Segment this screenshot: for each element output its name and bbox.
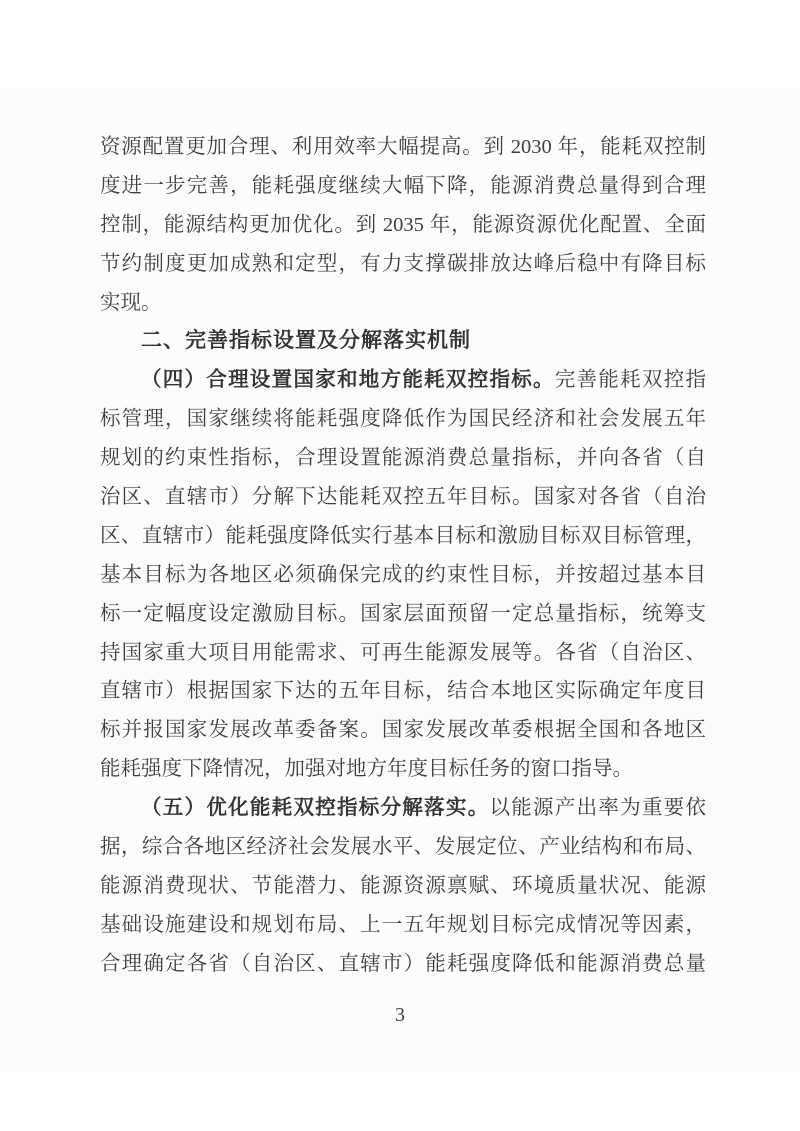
text-line: 资源配置更加合理、利用效率大幅提高。到 2030 年，能耗双控制 bbox=[100, 136, 706, 158]
text-line: 据，综合各地区经济社会发展水平、发展定位、产业结构和布局、 bbox=[100, 836, 706, 859]
page-number: 3 bbox=[395, 1004, 405, 1026]
text-line: 直辖市）根据国家下达的五年目标，结合本地区实际确定年度目 bbox=[100, 680, 706, 703]
paragraph-four-first-line-rest: 完善能耗双控指 bbox=[554, 369, 706, 392]
text-line: 节约制度更加成熟和定型，有力支撑碳排放达峰后稳中有降目标 bbox=[100, 252, 706, 275]
text-line bbox=[100, 789, 706, 828]
text-line: 度进一步完善，能耗强度继续大幅下降，能源消费总量得到合理 bbox=[100, 174, 706, 197]
text-line: 规划的约束性指标，合理设置能源消费总量指标，并向各省（自 bbox=[100, 447, 706, 470]
paragraph-four-lead: （四）合理设置国家和地方能耗双控指标。 bbox=[141, 369, 555, 392]
paragraph-five-first-line-rest: 以能源产出率为重要依 bbox=[489, 797, 706, 820]
text-line: 区、直辖市）能耗强度降低实行基本目标和激励目标双目标管理， bbox=[100, 524, 706, 547]
text-line: 实现。 bbox=[100, 291, 162, 314]
text-line: 持国家重大项目用能需求、可再生能源发展等。各省（自治区、 bbox=[100, 641, 706, 664]
text-line: 标并报国家发展改革委备案。国家发展改革委根据全国和各地区 bbox=[100, 719, 706, 742]
text-line: 标管理，国家继续将能耗强度降低作为国民经济和社会发展五年 bbox=[100, 408, 706, 431]
text-line: 基础设施建设和规划布局、上一五年规划目标完成情况等因素， bbox=[100, 913, 706, 936]
text-line: 控制，能源结构更加优化。到 2035 年，能源资源优化配置、全面 bbox=[100, 213, 706, 236]
text-line: 基本目标为各地区必须确保完成的约束性目标，并按超过基本目 bbox=[100, 563, 706, 586]
text-line: 合理确定各省（自治区、直辖市）能耗强度降低和能源消费总量 bbox=[100, 952, 706, 975]
text-line: 治区、直辖市）分解下达能耗双控五年目标。国家对各省（自治 bbox=[100, 486, 706, 509]
text-line: 能源消费现状、节能潜力、能源资源禀赋、环境质量状况、能源 bbox=[100, 874, 706, 897]
text-block bbox=[100, 128, 706, 984]
section-heading: 二、完善指标设置及分解落实机制 bbox=[141, 329, 471, 353]
text-line: 能耗强度下降情况，加强对地方年度目标任务的窗口指导。 bbox=[100, 758, 633, 781]
text-line: 标一定幅度设定激励目标。国家层面预留一定总量指标，统筹支 bbox=[100, 602, 706, 625]
paragraph-five-lead: （五）优化能耗双控指标分解落实。 bbox=[141, 797, 490, 820]
text-line bbox=[100, 361, 706, 400]
